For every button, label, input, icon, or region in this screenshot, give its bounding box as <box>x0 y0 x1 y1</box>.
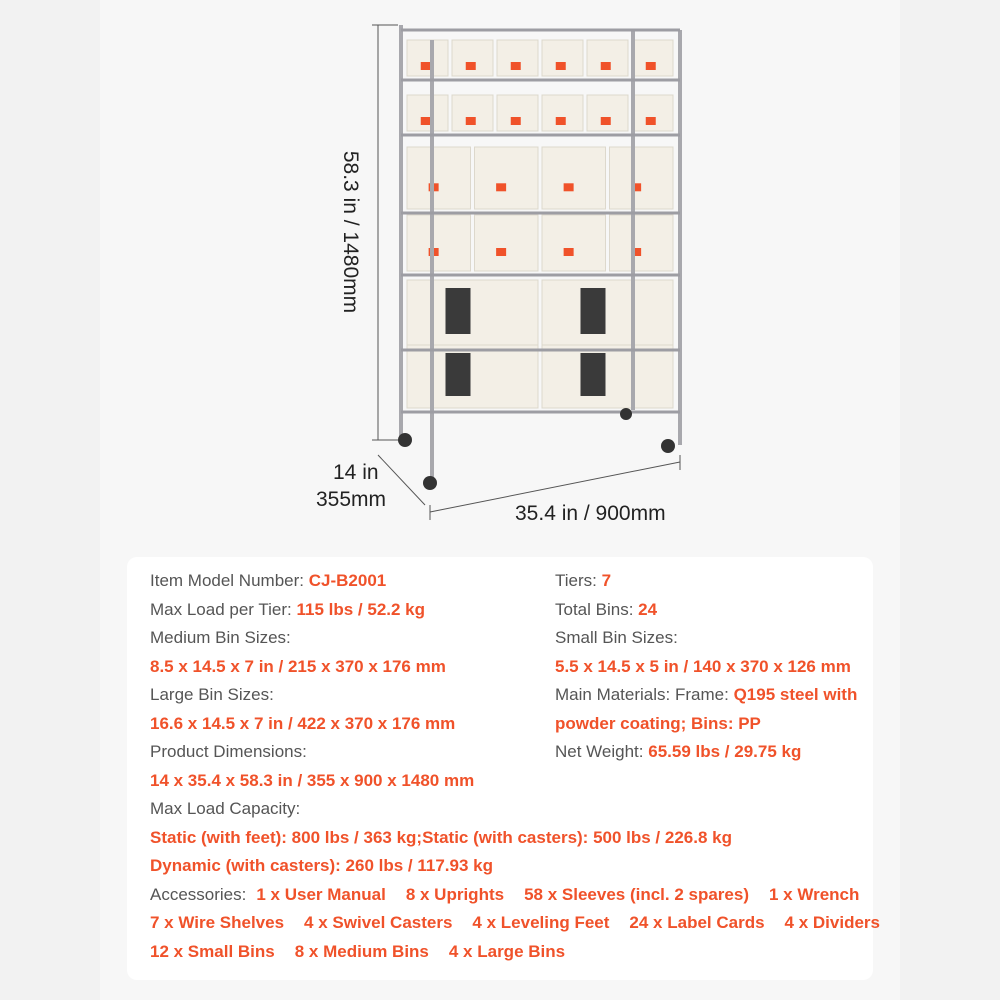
spec-label: Tiers: <box>555 571 597 590</box>
spec-static-value: Static (with feet): 800 lbs / 363 kg;Static (with casters): 500 lbs / 226.8 kg <box>150 828 732 847</box>
casters <box>398 408 675 490</box>
storage-bin <box>407 40 448 76</box>
accessory-item: 4 x Large Bins <box>448 942 566 961</box>
accessory-item: 4 x Swivel Casters <box>304 913 453 932</box>
storage-bin <box>407 280 538 346</box>
spec-product-dim-label: Product Dimensions: <box>150 742 307 761</box>
spec-total-bins <box>555 600 657 620</box>
storage-bin <box>610 147 674 209</box>
spec-value: 7 <box>601 571 612 590</box>
storage-bin <box>452 40 493 76</box>
width-dimension: 35.4 in / 900mm <box>515 502 666 525</box>
accessory-item: 8 x Medium Bins <box>294 942 429 961</box>
storage-bin <box>542 95 583 131</box>
spec-accessories-row-3 <box>150 942 565 962</box>
spec-accessories-row-2 <box>150 913 880 933</box>
spec-value: 24 <box>638 600 658 619</box>
spec-max-load-capacity-label: Max Load Capacity: <box>150 799 301 818</box>
storage-bin <box>587 40 628 76</box>
storage-bin <box>542 147 606 209</box>
storage-bin <box>632 40 673 76</box>
spec-medium-bin-value: 8.5 x 14.5 x 7 in / 215 x 370 x 176 mm <box>150 657 446 676</box>
storage-bin <box>407 215 471 271</box>
spec-label: Main Materials: Frame: <box>555 685 729 704</box>
spec-label: Total Bins: <box>555 600 634 619</box>
storage-bin <box>407 147 471 209</box>
spec-label: Item Model Number: <box>150 571 304 590</box>
spec-large-bin-value: 16.6 x 14.5 x 7 in / 422 x 370 x 176 mm <box>150 714 456 733</box>
spec-label: Max Load per Tier: <box>150 600 292 619</box>
spec-small-bin-value: 5.5 x 14.5 x 5 in / 140 x 370 x 126 mm <box>555 657 851 676</box>
spec-large-bin-label: Large Bin Sizes: <box>150 685 274 704</box>
spec-max-load-tier <box>150 600 425 620</box>
accessory-item: 1 x User Manual <box>256 885 386 904</box>
spec-label: Accessories: <box>150 885 247 904</box>
accessory-item: 4 x Dividers <box>784 913 880 932</box>
spec-accessories-row-1 <box>150 885 859 905</box>
accessory-item: 58 x Sleeves (incl. 2 spares) <box>524 885 749 904</box>
storage-bin <box>497 40 538 76</box>
spec-value: CJ-B2001 <box>308 571 387 590</box>
spec-materials-value-2: powder coating; Bins: PP <box>555 714 761 733</box>
spec-value: 65.59 lbs / 29.75 kg <box>648 742 802 761</box>
storage-bin <box>497 95 538 131</box>
storage-bin <box>542 345 673 408</box>
accessory-item: 8 x Uprights <box>405 885 505 904</box>
storage-bin <box>610 215 674 271</box>
storage-bin <box>587 95 628 131</box>
spec-label: Net Weight: <box>555 742 644 761</box>
depth-dimension-mm: 355mm <box>316 488 387 511</box>
storage-bin <box>542 40 583 76</box>
spec-materials <box>555 685 857 705</box>
depth-dimension-in: 14 in <box>333 461 379 484</box>
spec-net-weight <box>555 742 801 762</box>
spec-medium-bin-label: Medium Bin Sizes: <box>150 628 291 647</box>
accessory-item: 1 x Wrench <box>769 885 860 904</box>
storage-bin <box>475 147 539 209</box>
spec-tiers <box>555 571 611 591</box>
storage-bin <box>632 95 673 131</box>
accessory-item: 7 x Wire Shelves <box>150 913 285 932</box>
height-dimension: 58.3 in / 1480mm <box>339 150 362 314</box>
storage-bin <box>542 215 606 271</box>
spec-value: 115 lbs / 52.2 kg <box>296 600 426 619</box>
storage-bin <box>475 215 539 271</box>
spec-model <box>150 571 386 591</box>
spec-dynamic-value: Dynamic (with casters): 260 lbs / 117.93 kg <box>150 856 493 875</box>
spec-value: Q195 steel with <box>733 685 858 704</box>
storage-bin <box>407 345 538 408</box>
spec-small-bin-label: Small Bin Sizes: <box>555 628 678 647</box>
accessory-item: 12 x Small Bins <box>150 942 275 961</box>
storage-bin <box>452 95 493 131</box>
spec-product-dim-value: 14 x 35.4 x 58.3 in / 355 x 900 x 1480 mm <box>150 771 475 790</box>
accessory-item: 4 x Leveling Feet <box>472 913 610 932</box>
storage-bin <box>407 95 448 131</box>
accessory-item: 24 x Label Cards <box>629 913 765 932</box>
storage-bin <box>542 280 673 346</box>
